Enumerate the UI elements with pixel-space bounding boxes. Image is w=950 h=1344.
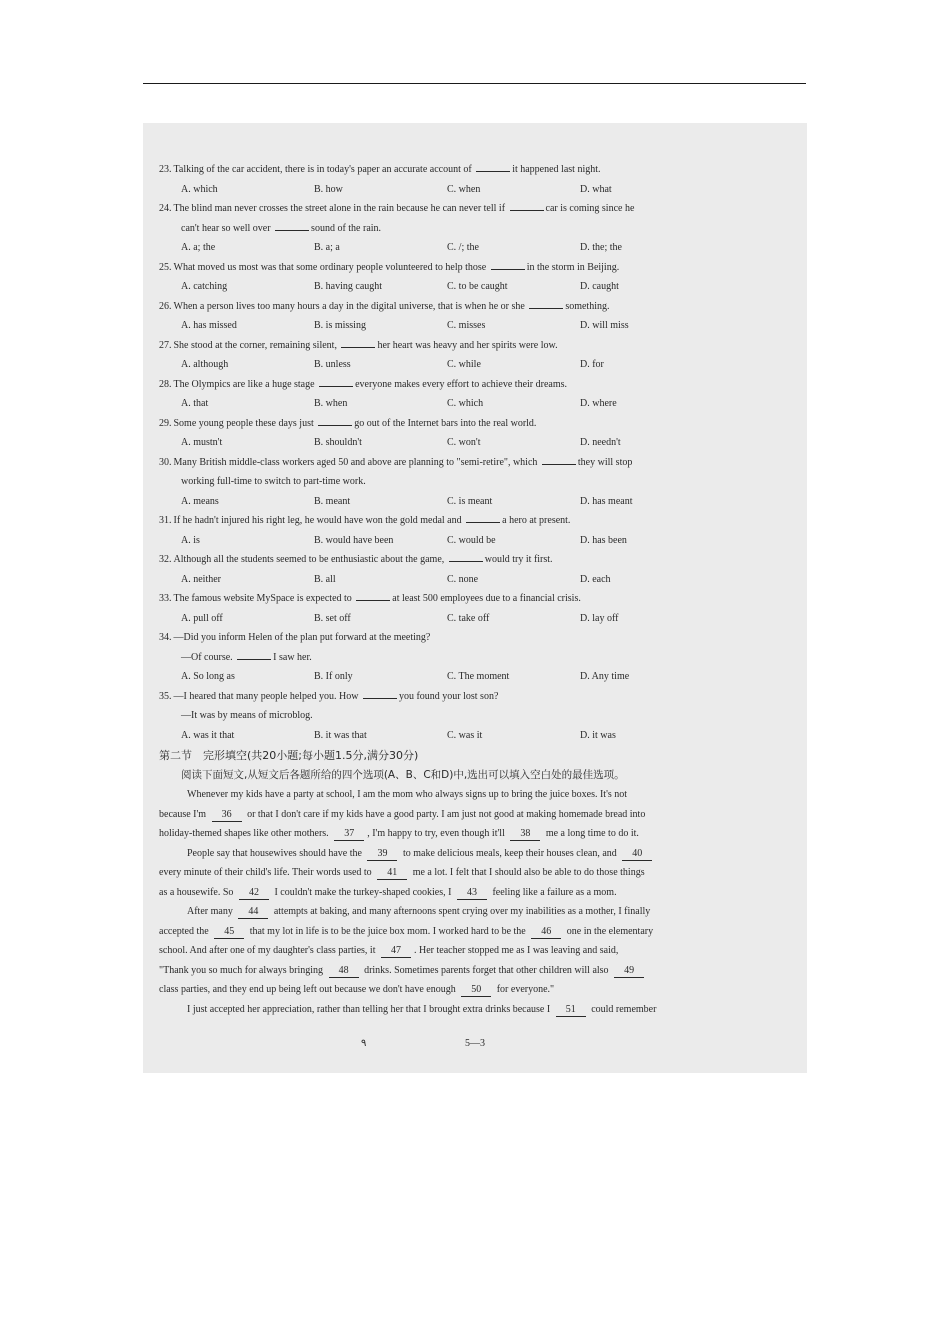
answer-option: C. none xyxy=(447,573,479,585)
answer-option: B. If only xyxy=(314,671,353,682)
question-text: The famous website MySpace is expected to xyxy=(173,593,355,604)
answer-option: D. each xyxy=(580,573,611,585)
passage-line xyxy=(159,824,787,844)
question-stem xyxy=(159,550,787,570)
multiple-choice-section xyxy=(159,160,787,745)
answer-options xyxy=(159,394,787,414)
answer-option: C. when xyxy=(447,183,481,195)
question-stem xyxy=(159,297,787,317)
question-number: 23. xyxy=(159,164,172,175)
question-stem-continued xyxy=(159,648,787,668)
question-text: When a person lives too many hours a day in the digital universe, that is when he or she xyxy=(173,300,528,312)
question-stem xyxy=(159,160,787,180)
answer-option: C. take off xyxy=(447,612,490,624)
question-text: —I heared that many people helped you. How xyxy=(173,690,361,702)
question-number: 27. xyxy=(159,339,172,351)
answer-options xyxy=(159,609,787,629)
question-number: 31. xyxy=(159,515,172,526)
answer-option: A. although xyxy=(181,359,229,370)
answer-options xyxy=(159,726,787,746)
question-number: 25. xyxy=(159,261,172,273)
passage-text: to make delicious meals, keep their houses clean, and xyxy=(400,847,620,859)
answer-blank xyxy=(237,649,271,660)
answer-option: B. shouldn't xyxy=(314,437,362,448)
question-text: If he hadn't injured his right leg, he would have won the gold medal and xyxy=(173,515,465,526)
answer-option: A. neither xyxy=(181,573,221,585)
passage-text: me a lot. I felt that I should also be able to do those things xyxy=(410,867,645,878)
question-text: Some young people these days just xyxy=(173,417,317,429)
scanned-page xyxy=(143,123,807,1073)
answer-option: A. was it that xyxy=(181,729,235,741)
question-number: 29. xyxy=(159,417,172,429)
answer-option: B. when xyxy=(314,398,348,409)
passage-line xyxy=(159,785,787,805)
question-stem xyxy=(159,511,787,531)
question-text: I saw her. xyxy=(273,651,312,663)
answer-option: C. misses xyxy=(447,320,486,331)
question-text: would try it first. xyxy=(484,554,553,565)
answer-option: A. which xyxy=(181,183,218,195)
numbered-blank: 43 xyxy=(457,887,487,900)
passage-text: as a housewife. So xyxy=(159,886,236,898)
question-stem xyxy=(159,628,787,648)
question-text: everyone makes every effort to achieve their dreams. xyxy=(355,378,568,390)
section-title: 第二节 完形填空(共20小题;每小题1.5分,满分30分) xyxy=(159,749,419,762)
passage-line xyxy=(159,1000,787,1020)
passage-line xyxy=(159,961,787,981)
answer-option: C. The moment xyxy=(447,671,510,682)
passage-text: every minute of their child's life. Their words used to xyxy=(159,867,375,878)
question-number: 28. xyxy=(159,378,172,390)
passage-line xyxy=(159,922,787,942)
question-text: at least 500 employees due to a financial crisis. xyxy=(392,593,581,604)
answer-option: B. all xyxy=(314,573,336,585)
answer-options xyxy=(159,570,787,590)
question-text: Many British middle-class workers aged 50 and above are planning to "semi-retire", which xyxy=(173,456,540,468)
answer-options xyxy=(159,531,787,551)
answer-option: A. catching xyxy=(181,281,228,292)
answer-option: A. pull off xyxy=(181,612,223,624)
answer-option: A. is xyxy=(181,534,200,546)
answer-option: A. So long as xyxy=(181,671,235,682)
answer-blank xyxy=(319,376,353,387)
answer-option: A. a; the xyxy=(181,242,216,253)
question-stem xyxy=(159,375,787,395)
answer-blank xyxy=(341,337,375,348)
question-text: —Did you inform Helen of the plan put forward at the meeting? xyxy=(173,632,431,643)
answer-option: C. while xyxy=(447,359,481,370)
answer-option: B. meant xyxy=(314,495,351,507)
answer-blank xyxy=(476,161,510,172)
numbered-blank: 36 xyxy=(212,809,242,822)
passage-line xyxy=(159,805,787,825)
numbered-blank: 40 xyxy=(622,848,652,861)
question-text: The Olympics are like a huge stage xyxy=(173,378,318,390)
passage-line xyxy=(159,941,787,961)
answer-options xyxy=(159,667,787,687)
answer-blank xyxy=(275,220,309,231)
answer-option: D. where xyxy=(580,398,617,409)
passage-text: or that I don't care if my kids have a good party. I am just not good at making homemade bread into xyxy=(244,808,646,820)
numbered-blank: 45 xyxy=(214,926,244,939)
answer-options xyxy=(159,355,787,375)
answer-option: B. is missing xyxy=(314,320,366,331)
question-text: in the storm in Beijing. xyxy=(526,261,620,273)
answer-option: B. having caught xyxy=(314,281,383,292)
question-text: sound of the rain. xyxy=(311,222,382,234)
question-text: working full-time to switch to part-time work. xyxy=(181,476,366,487)
answer-blank xyxy=(466,512,500,523)
answer-option: D. Any time xyxy=(580,671,630,682)
question-stem xyxy=(159,414,787,434)
answer-option: D. will miss xyxy=(580,320,629,331)
answer-option: C. won't xyxy=(447,437,481,448)
question-stem-continued xyxy=(159,706,787,726)
answer-option: C. /; the xyxy=(447,242,479,253)
question-text: She stood at the corner, remaining silent, xyxy=(173,339,340,351)
passage-text: attempts at baking, and many afternoons spent crying over my inabilities as a mother, I finally xyxy=(271,906,651,917)
passage-line xyxy=(159,902,787,922)
passage-text: class parties, and they end up being left out because we don't have enough xyxy=(159,984,459,995)
question-stem xyxy=(159,336,787,356)
numbered-blank: 46 xyxy=(531,926,561,939)
answer-option: B. how xyxy=(314,183,343,195)
passage-text: could remember xyxy=(588,1003,657,1015)
passage-text: . Her teacher stopped me as I was leaving and said, xyxy=(413,945,619,956)
question-text: something. xyxy=(565,300,610,312)
answer-option: C. would be xyxy=(447,534,496,546)
question-text: What moved us most was that some ordinary people volunteered to help those xyxy=(173,261,489,273)
answer-options xyxy=(159,492,787,512)
question-stem-continued xyxy=(159,472,787,492)
passage-text: feeling like a failure as a mom. xyxy=(489,886,617,898)
passage-text: Whenever my kids have a party at school, I am the mom who always signs up to bring the juice boxes. It's not xyxy=(187,789,628,800)
cloze-passage xyxy=(159,785,787,1019)
answer-option: A. means xyxy=(181,495,219,507)
answer-option: A. mustn't xyxy=(181,437,223,448)
answer-options xyxy=(159,433,787,453)
passage-text: People say that housewives should have the xyxy=(187,847,365,859)
answer-options xyxy=(159,180,787,200)
answer-option: D. caught xyxy=(580,281,619,292)
question-stem xyxy=(159,589,787,609)
question-text: can't hear so well over xyxy=(181,222,274,234)
numbered-blank: 41 xyxy=(377,867,407,880)
question-text: they will stop xyxy=(577,456,633,468)
numbered-blank: 51 xyxy=(556,1004,586,1017)
question-stem xyxy=(159,453,787,473)
answer-option: B. unless xyxy=(314,359,351,370)
answer-blank xyxy=(363,688,397,699)
answer-option: B. it was that xyxy=(314,729,367,741)
answer-blank xyxy=(449,551,483,562)
answer-option: C. was it xyxy=(447,729,483,741)
question-number: 30. xyxy=(159,456,172,468)
answer-option: D. it was xyxy=(580,729,616,741)
exam-content xyxy=(159,160,787,1019)
answer-options xyxy=(159,316,787,336)
question-number: 33. xyxy=(159,593,172,604)
numbered-blank: 49 xyxy=(614,965,644,978)
question-stem-continued xyxy=(159,219,787,239)
question-text: it happened last night. xyxy=(512,164,601,175)
answer-option: D. has been xyxy=(580,534,627,546)
numbered-blank: 44 xyxy=(238,906,268,919)
passage-text: drinks. Sometimes parents forget that other children will also xyxy=(361,964,612,976)
answer-options xyxy=(159,277,787,297)
passage-line xyxy=(159,883,787,903)
passage-text: because I'm xyxy=(159,808,209,820)
passage-text: I just accepted her appreciation, rather than telling her that I brought extra drinks because I xyxy=(187,1003,553,1015)
passage-text: holiday-themed shapes like other mothers. xyxy=(159,828,332,839)
passage-text: I couldn't make the turkey-shaped cookies, I xyxy=(271,886,454,898)
numbered-blank: 47 xyxy=(381,945,411,958)
question-text: a hero at present. xyxy=(502,515,571,526)
answer-blank xyxy=(510,200,544,211)
numbered-blank: 38 xyxy=(510,828,540,841)
numbered-blank: 48 xyxy=(329,965,359,978)
numbered-blank: 37 xyxy=(334,828,364,841)
page-number: 5—3 xyxy=(465,1038,485,1049)
answer-option: D. has meant xyxy=(580,495,633,507)
passage-text: accepted the xyxy=(159,925,212,937)
passage-text: , I'm happy to try, even though it'll xyxy=(367,828,508,839)
question-stem xyxy=(159,258,787,278)
answer-option: D. what xyxy=(580,183,612,195)
question-text: —It was by means of microblog. xyxy=(181,710,313,721)
question-number: 32. xyxy=(159,554,172,565)
question-text: car is coming since he xyxy=(545,203,635,214)
answer-option: C. to be caught xyxy=(447,281,508,292)
passage-text: for everyone." xyxy=(494,984,555,995)
passage-text: After many xyxy=(187,906,236,917)
passage-text: me a long time to do it. xyxy=(543,828,639,839)
passage-line xyxy=(159,863,787,883)
answer-blank xyxy=(542,454,576,465)
numbered-blank: 50 xyxy=(461,984,491,997)
answer-option: D. lay off xyxy=(580,612,619,624)
numbered-blank: 39 xyxy=(367,848,397,861)
answer-option: D. the; the xyxy=(580,242,622,253)
question-number: 35. xyxy=(159,690,172,702)
answer-option: D. for xyxy=(580,359,604,370)
answer-option: B. would have been xyxy=(314,534,394,546)
question-text: —Of course. xyxy=(181,651,236,663)
answer-option: B. set off xyxy=(314,612,351,624)
answer-blank xyxy=(529,298,563,309)
answer-blank xyxy=(491,259,525,270)
section-instruction: 阅读下面短文,从短文后各题所给的四个选项(A、B、C和D)中,选出可以填入空白处的最佳选项。 xyxy=(181,768,625,781)
page-mark: ٩ xyxy=(361,1038,367,1049)
question-number: 34. xyxy=(159,632,172,643)
question-stem xyxy=(159,199,787,219)
question-number: 24. xyxy=(159,203,172,214)
passage-line xyxy=(159,980,787,1000)
answer-option: A. has missed xyxy=(181,320,237,331)
question-text: Talking of the car accident, there is in today's paper an accurate account of xyxy=(173,164,475,175)
passage-text: school. And after one of my daughter's class parties, it xyxy=(159,945,378,956)
question-text: The blind man never crosses the street alone in the rain because he can never tell if xyxy=(173,203,508,214)
question-text: you found your lost son? xyxy=(398,690,499,702)
question-stem xyxy=(159,687,787,707)
question-text: Although all the students seemed to be enthusiastic about the game, xyxy=(173,554,447,565)
question-text: go out of the Internet bars into the real world. xyxy=(354,417,537,429)
passage-text: that my lot in life is to be the juice box mom. I worked hard to be the xyxy=(247,925,529,937)
answer-option: C. which xyxy=(447,398,484,409)
question-number: 26. xyxy=(159,300,172,312)
passage-text: one in the elementary xyxy=(564,925,654,937)
answer-option: D. needn't xyxy=(580,437,621,448)
question-text: her heart was heavy and her spirits were low. xyxy=(377,339,558,351)
numbered-blank: 42 xyxy=(239,887,269,900)
answer-option: A. that xyxy=(181,398,209,409)
passage-text: "Thank you so much for always bringing xyxy=(159,964,326,976)
header-rule xyxy=(143,83,806,84)
answer-option: B. a; a xyxy=(314,242,340,253)
answer-blank xyxy=(356,590,390,601)
answer-blank xyxy=(318,415,352,426)
passage-line xyxy=(159,844,787,864)
answer-options xyxy=(159,238,787,258)
answer-option: C. is meant xyxy=(447,495,493,507)
